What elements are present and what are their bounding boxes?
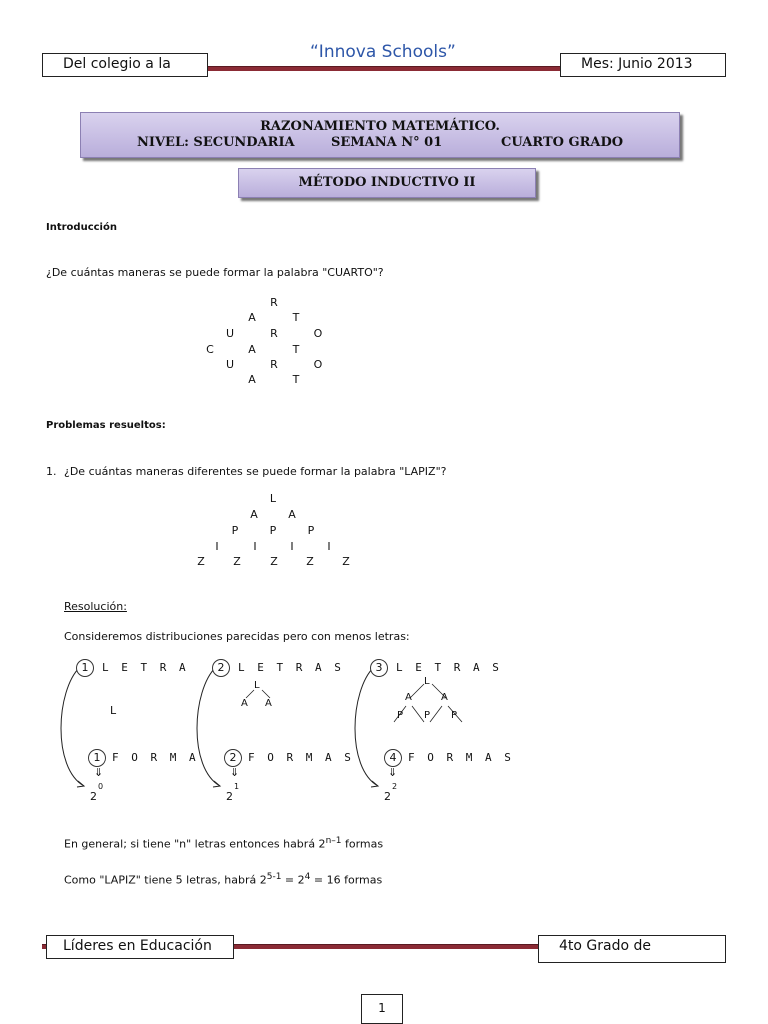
lapiz-exponent-1: 5-1	[266, 872, 282, 882]
implies-arrow: ⇓	[230, 766, 240, 779]
letter: T	[292, 373, 300, 386]
power-exponent: 0	[98, 782, 104, 791]
letter: R	[270, 327, 278, 340]
letter: A	[248, 311, 256, 324]
case-number-circle: 1	[76, 659, 94, 677]
header-right-box: Mes: Junio 2013	[560, 53, 726, 77]
lapiz-result: = 16 formas	[310, 873, 383, 887]
title-banner	[80, 112, 680, 158]
footer-left-box: Líderes en Educación	[46, 935, 234, 959]
general-formula	[64, 836, 383, 851]
letter: I	[215, 540, 219, 553]
header-left-box: Del colegio a la	[42, 53, 208, 77]
power-exponent: 1	[234, 782, 240, 791]
letter: A	[250, 508, 258, 521]
count-circle: 2	[224, 749, 242, 767]
letter: Z	[306, 555, 314, 568]
letter: A	[248, 373, 256, 386]
letter: C	[206, 343, 214, 356]
implies-arrow: ⇓	[94, 766, 104, 779]
general-text: En general; si tiene "n" letras entonces habrá 2	[64, 837, 326, 851]
letter: U	[225, 327, 235, 340]
tree-line	[430, 706, 442, 722]
letter: O	[313, 358, 323, 371]
count-label: F O R M A S	[408, 751, 514, 764]
tree-letter: P	[424, 710, 431, 721]
power-base: 2	[384, 790, 391, 803]
consider-text: Consideremos distribuciones parecidas pero con menos letras:	[64, 630, 410, 643]
lapiz-triangle	[190, 490, 360, 572]
tree-line	[262, 690, 270, 698]
tree-letter: P	[397, 710, 404, 721]
letter: L	[269, 492, 277, 505]
letter: U	[225, 358, 235, 371]
tree-line	[410, 684, 424, 698]
level-label: NIVEL: SECUNDARIA	[137, 135, 295, 150]
power-base: 2	[90, 790, 97, 803]
letter: R	[270, 358, 278, 371]
subtitle-banner: MÉTODO INDUCTIVO II	[238, 168, 536, 198]
letter: T	[292, 311, 300, 324]
letter: Z	[342, 555, 350, 568]
case-label: L E T R A S	[396, 661, 502, 674]
tree-line	[412, 706, 424, 722]
letter: R	[270, 296, 278, 309]
school-name: “Innova Schools”	[310, 42, 456, 62]
page-number: 1	[361, 994, 403, 1024]
tree-letter: A	[405, 692, 412, 703]
footer-right-box: 4to Grado de	[538, 935, 726, 963]
case-label: L E T R A	[102, 661, 189, 674]
solved-heading: Problemas resueltos:	[46, 420, 166, 431]
count-circle: 1	[88, 749, 106, 767]
letter: I	[327, 540, 331, 553]
tree-letter: L	[424, 676, 430, 687]
letter: P	[307, 524, 315, 537]
power-exponent: 2	[392, 782, 398, 791]
letter: I	[290, 540, 294, 553]
week-label: SEMANA N° 01	[331, 135, 443, 150]
lapiz-text: Como "LAPIZ" tiene 5 letras, habrá 2	[64, 873, 267, 887]
course-title: RAZONAMIENTO MATEMÁTICO.	[260, 119, 500, 134]
letter: P	[269, 524, 277, 537]
cuarto-diagram	[196, 294, 336, 390]
tree-letter: L	[110, 704, 117, 717]
letter: T	[292, 343, 300, 356]
problem-number: 1.	[46, 465, 57, 478]
count-label: F O R M A	[112, 751, 199, 764]
case-label: L E T R A S	[238, 661, 344, 674]
grade-label: CUARTO GRADO	[501, 135, 624, 150]
letter: Z	[270, 555, 278, 568]
curved-arrow-3	[355, 667, 378, 786]
intro-heading: Introducción	[46, 222, 117, 233]
tree-letter: A	[441, 692, 448, 703]
letter: A	[248, 343, 256, 356]
letter: Z	[197, 555, 205, 568]
letter: O	[313, 327, 323, 340]
letter: Z	[233, 555, 241, 568]
power-base: 2	[226, 790, 233, 803]
lapiz-mid: = 2	[281, 873, 305, 887]
count-circle: 4	[384, 749, 402, 767]
letter: P	[231, 524, 239, 537]
letter: A	[288, 508, 296, 521]
curved-arrow-1	[61, 667, 84, 786]
letter: I	[253, 540, 257, 553]
tree-letter: A	[265, 698, 272, 709]
tree-line	[246, 690, 254, 698]
case-number-circle: 3	[370, 659, 388, 677]
count-label: F O R M A S	[248, 751, 354, 764]
case-number-circle: 2	[212, 659, 230, 677]
tree-letter: A	[241, 698, 248, 709]
lapiz-exponent-2: 4	[304, 872, 311, 882]
curved-arrow-2	[197, 667, 220, 786]
tree-letter: P	[451, 710, 458, 721]
problem-question: ¿De cuántas maneras diferentes se puede formar la palabra "LAPIZ"?	[64, 465, 447, 478]
intro-question: ¿De cuántas maneras se puede formar la palabra "CUARTO"?	[46, 266, 384, 279]
resolution-label: Resolución:	[64, 600, 127, 613]
general-suffix: formas	[341, 837, 384, 851]
implies-arrow: ⇓	[388, 766, 398, 779]
tree-letter: L	[254, 680, 260, 691]
lapiz-formula	[64, 872, 382, 887]
general-exponent: n–1	[325, 836, 342, 846]
